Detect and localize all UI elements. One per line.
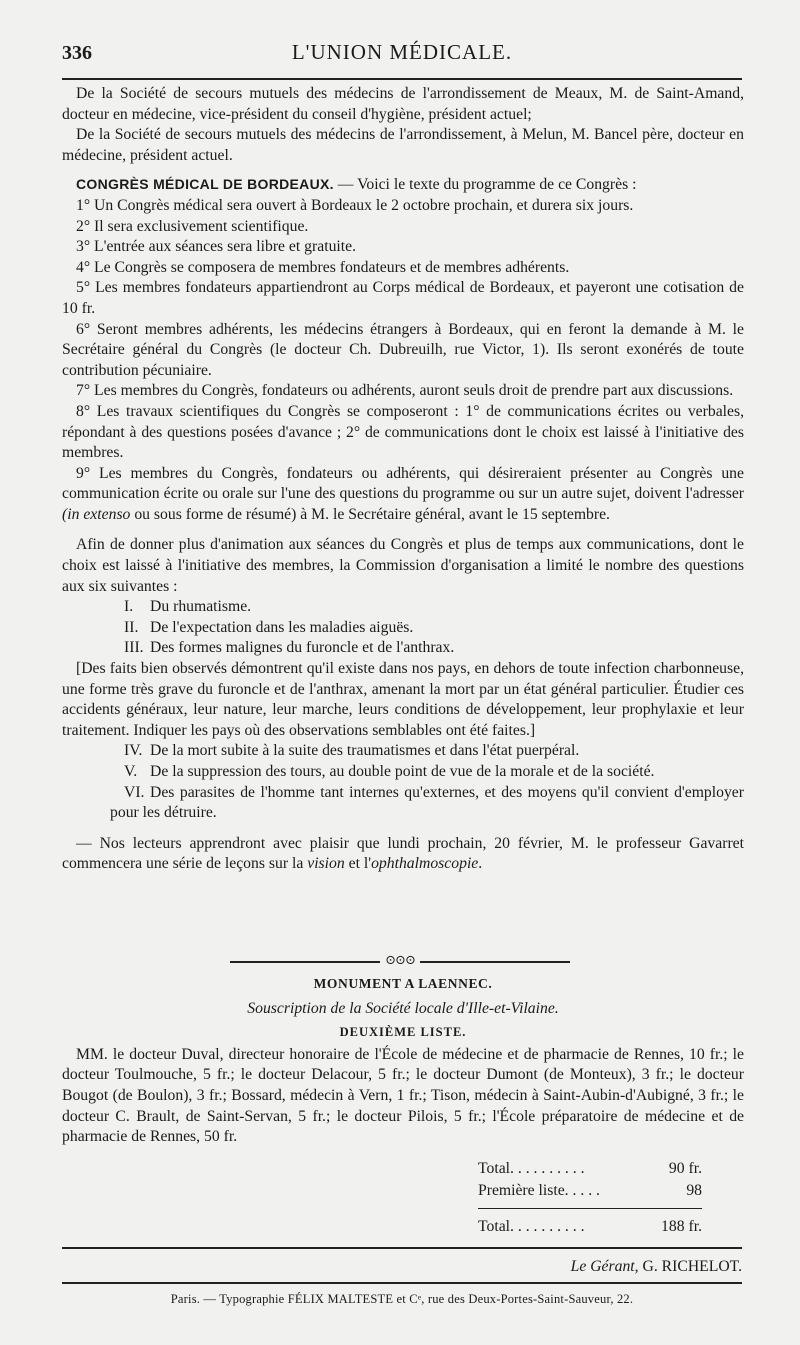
- article-8: 8° Les travaux scientifiques du Congrès se composeront : 1° de communications écrites ou verbales, répondant à des questions posées d'avance ; 2° de communications dont le choix est laissé à l'initiative des membres.: [62, 402, 744, 462]
- question-2: [62, 618, 744, 639]
- article-9-text: 9° Les membres du Congrès, fondateurs ou adhérents, qui désireraient présenter au Congrès une communication écrite ou orale sur l'une des questions du programme ou sur un autre sujet, doivent l'adresser: [62, 464, 744, 503]
- question-number: VI.: [124, 783, 145, 801]
- question-6: [62, 783, 744, 824]
- question-number: II.: [124, 618, 139, 636]
- article-3: 3° L'entrée aux séances sera libre et gratuite.: [76, 238, 357, 256]
- gerant-signature: [571, 1258, 742, 1276]
- paragraph-gavarret: [62, 834, 744, 875]
- main-text: [62, 84, 744, 875]
- article-6: 6° Seront membres adhérents, les médecins étrangers à Bordeaux, qui en feront la demande à M. le Secrétaire général du Congrès (le docteur Ch. Dubreuilh, rue Victor, 1). Ils seront exonérés de toute contribution pécuniaire.: [62, 320, 744, 379]
- grand-total-label: Total. . . . . . . . . .: [478, 1218, 585, 1235]
- printer-imprint: Paris. — Typographie FÉLIX MALTESTE et Cᵉ, rue des Deux-Portes-Saint-Sauveur, 22.: [170, 1292, 634, 1306]
- article-2: 2° Il sera exclusivement scientifique.: [76, 217, 309, 235]
- page-number: 336: [62, 42, 92, 64]
- question-4: [62, 741, 744, 762]
- running-title: L'UNION MÉDICALE.: [291, 40, 513, 64]
- question-text: De la mort subite à la suite des traumatismes et dans l'état puerpéral.: [150, 742, 580, 760]
- footer-rule-top: [62, 1247, 742, 1249]
- total-label: Total. . . . . . . . . .: [478, 1160, 585, 1177]
- separator-line-left: [230, 961, 380, 963]
- page-header: [62, 38, 742, 72]
- paragraph-meaux: De la Société de secours mutuels des médecins de l'arrondissement de Meaux, M. de Saint-Amand, docteur en médecine, vice-président du conseil d'hygiène, président actuel;: [62, 85, 744, 123]
- grand-total-row: [478, 1218, 702, 1240]
- monument-list-title: DEUXIÈME LISTE.: [339, 1025, 467, 1040]
- monument-title: MONUMENT A LAENNEC.: [313, 976, 493, 991]
- gavarret-vision: vision: [307, 855, 345, 873]
- question-5: [62, 762, 744, 783]
- article-9: [62, 464, 744, 526]
- article-9-end: ou sous forme de résumé) à M. le Secrétaire général, avant le 15 septembre.: [130, 505, 610, 523]
- subscriber-list: MM. le docteur Duval, directeur honoraire de l'École de médecine et de pharmacie de Rennes, 10 fr.; le docteur Toulmouche, 5 fr.; le docteur Delacour, 5 fr.; le docteur Dumont (de Monteux), 3 fr.; le docteur Bougot (de Boulon), 3 fr.; Bossard, médecin à Vern, 1 fr.; Tison, médecin à Saint-Aubin-d'Aubigné, 3 fr.; le docteur C. Brault, de Saint-Servan, 5 fr.; le docteur Pilois, 5 fr.; l'École préparatoire de médecine et de pharmacie de Rennes, 50 fr.: [62, 1045, 744, 1146]
- gavarret-end: .: [478, 855, 483, 873]
- question-text: De la suppression des tours, au double point de vue de la morale et de la société.: [150, 763, 655, 780]
- first-list-row: [478, 1182, 702, 1204]
- article-1: 1° Un Congrès médical sera ouvert à Bordeaux le 2 octobre prochain, et durera six jours.: [76, 196, 634, 214]
- question-text: De l'expectation dans les maladies aiguës.: [150, 618, 414, 636]
- totals-rule: [478, 1208, 702, 1209]
- article-7: 7° Les membres du Congrès, fondateurs ou adhérents, auront seuls droit de prendre part aux discussions.: [76, 382, 734, 400]
- paragraph-melun: De la Société de secours mutuels des médecins de l'arrondissement, à Melun, M. Bancel père, docteur en médecine, président actuel.: [62, 126, 744, 164]
- congres-heading: CONGRÈS MÉDICAL DE BORDEAUX.: [76, 176, 334, 193]
- question-number: III.: [124, 639, 144, 657]
- total-amount: 90 fr.: [668, 1160, 702, 1177]
- question-3-detail: [Des faits bien observés démontrent qu'il existe dans nos pays, en dehors de toute infection charbonneuse, une forme très grave du furoncle et de l'anthrax, amenant la mort par un état général particulier. Étudier ces accidents généraux, leur nature, leur marche, leurs conditions de développement, leur prophylaxie et leur traitement. Indiquer les pays où des observations semblables ont été faites.]: [62, 660, 744, 739]
- article-4: 4° Le Congrès se composera de membres fondateurs et de membres adhérents.: [76, 258, 570, 276]
- question-number: V.: [124, 763, 138, 780]
- question-number: I.: [124, 598, 134, 616]
- gavarret-and: et l': [344, 855, 372, 873]
- paragraph-congres-intro: [62, 174, 744, 196]
- first-list-amount: 98: [686, 1182, 702, 1199]
- total-row: [478, 1160, 702, 1182]
- gavarret-ophthalmoscopie: ophthalmoscopie: [371, 855, 479, 873]
- first-list-label: Première liste. . . . .: [478, 1182, 600, 1199]
- question-3: [62, 638, 744, 659]
- gavarret-text: — Nos lecteurs apprendront avec plaisir que lundi prochain, 20 février, M. le professeur Gavarret commencera une série de leçons sur la: [62, 834, 744, 873]
- article-5: 5° Les membres fondateurs appartiendront au Corps médical de Bordeaux, et payeront une cotisation de 10 fr.: [62, 279, 744, 317]
- article-9-in-extenso: (in extenso: [62, 505, 131, 523]
- question-text: Des formes malignes du furoncle et de l'anthrax.: [150, 639, 455, 657]
- separator-line-right: [420, 961, 570, 963]
- paragraph-animation: Afin de donner plus d'animation aux séances du Congrès et plus de temps aux communications, dont le choix est laissé à l'initiative des membres, la Commission d'organisation a limité le nombre des questions aux six suivantes :: [62, 536, 744, 595]
- monument-subtitle: Souscription de la Société locale d'Ille-et-Vilaine.: [247, 999, 559, 1017]
- footer-rule-bottom: [62, 1282, 742, 1284]
- totals-block: [478, 1160, 702, 1240]
- ornamental-separator: [230, 952, 570, 967]
- gerant-name: G. RICHELOT.: [642, 1258, 742, 1275]
- question-text: Des parasites de l'homme tant internes qu'externes, et des moyens qu'il convient d'employer pour les détruire.: [110, 783, 744, 822]
- congres-intro-text: — Voici le texte du programme de ce Congrès :: [333, 176, 637, 194]
- header-rule: [62, 78, 742, 80]
- gerant-label: Le Gérant,: [570, 1258, 639, 1275]
- separator-ornament-icon: ⊙⊙⊙: [385, 952, 415, 967]
- grand-total-amount: 188 fr.: [661, 1218, 702, 1235]
- question-text: Du rhumatisme.: [150, 598, 252, 616]
- question-number: IV.: [124, 742, 143, 760]
- monument-laennec-section: [62, 974, 744, 1148]
- question-1: [62, 597, 744, 618]
